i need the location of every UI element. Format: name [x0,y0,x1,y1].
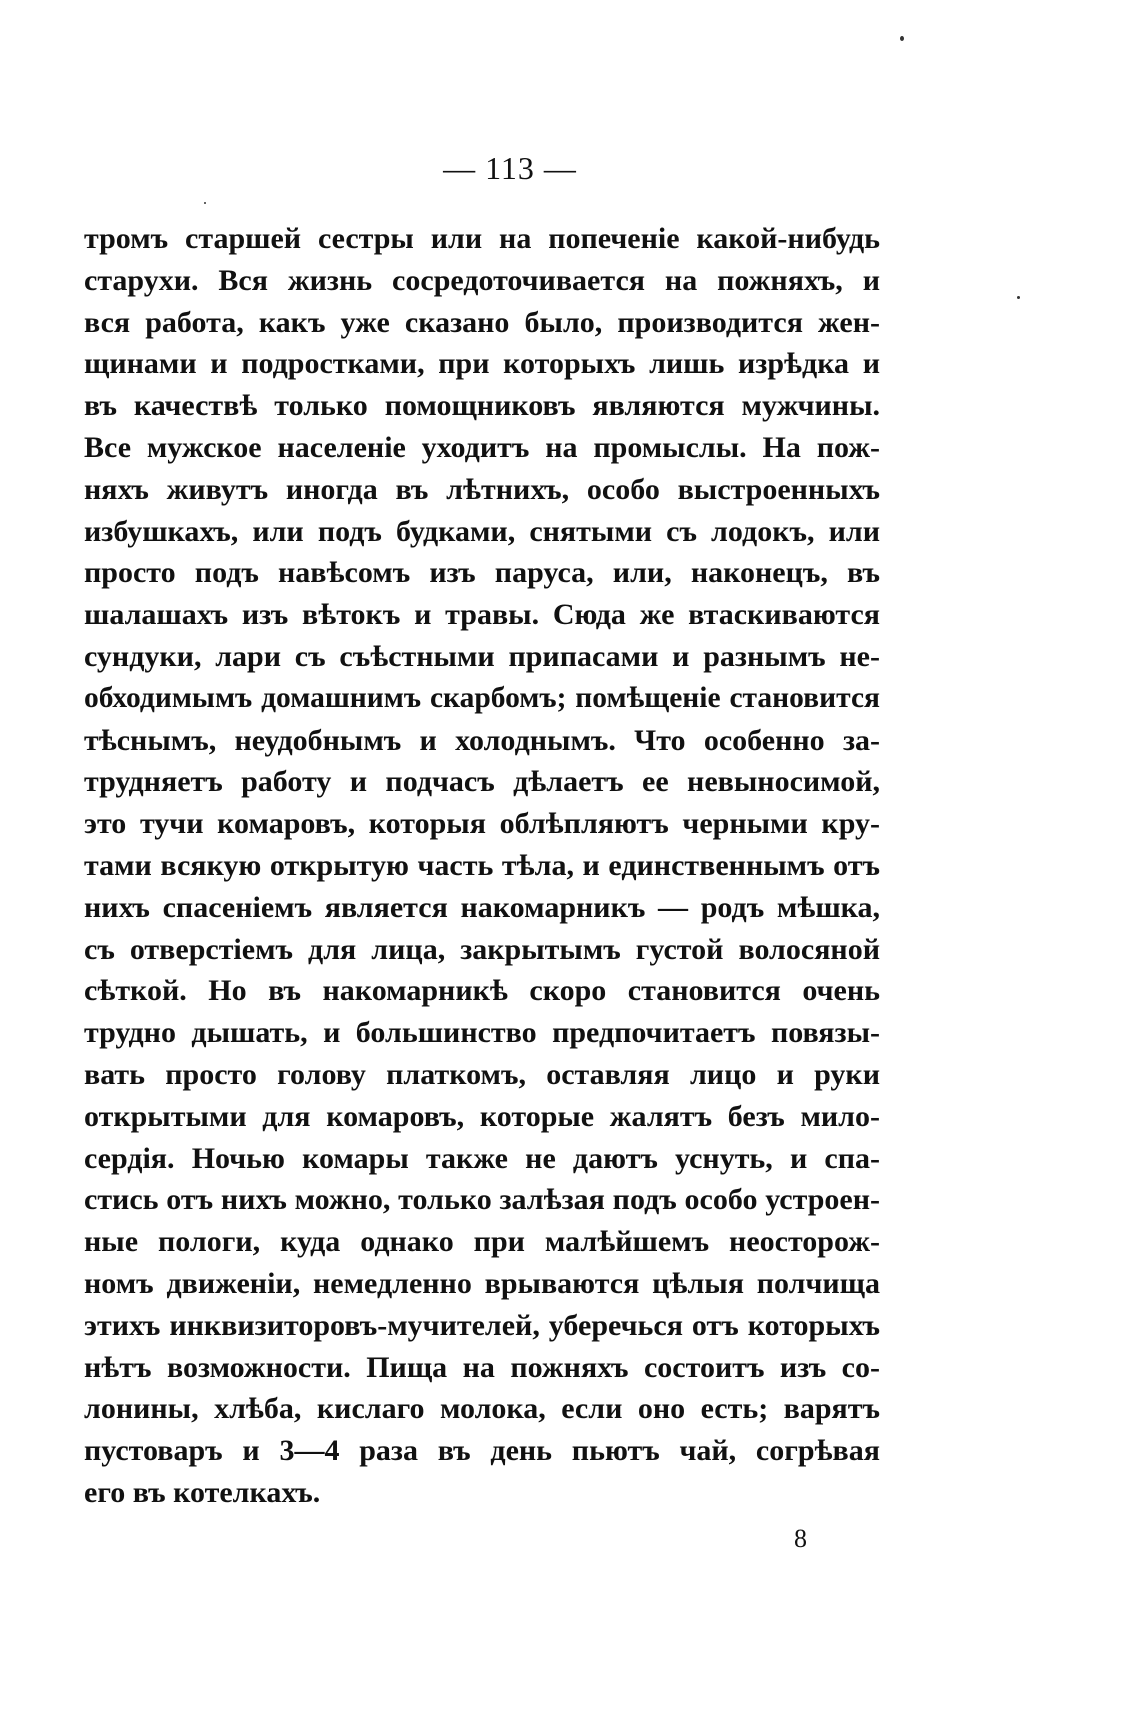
text-line: щинами и подростками, при которыхъ лишь изрѣдка и [84,347,880,381]
text-line: сѣткой. Но въ накомарникѣ скоро становится очень [84,974,880,1008]
text-line: съ отверстіемъ для лица, закрытымъ густой волосяной [84,932,880,966]
text-line: нѣтъ возможности. Пища на пожняхъ состоитъ изъ со- [84,1350,880,1384]
text-line: номъ движеніи, немедленно врываются цѣлыя полчища [84,1266,880,1300]
text-line: шалашахъ изъ вѣтокъ и травы. Сюда же втаскиваются [84,598,880,632]
text-line: лонины, хлѣба, кислаго молока, если оно есть; варятъ [84,1392,880,1426]
scan-speck [204,202,206,204]
text-line: пустоваръ и 3—4 раза въ день пьютъ чай, согрѣвая [84,1434,880,1468]
text-line: избушкахъ, или подъ будками, снятыми съ лодокъ, или [84,514,880,548]
text-line: трудно дышать, и большинство предпочитаетъ повязы- [84,1016,880,1050]
text-line: вся работа, какъ уже сказано было, производится жен- [84,305,880,339]
text-line: это тучи комаровъ, которыя облѣпляютъ черными кру- [84,807,880,841]
text-line: Все мужское населеніе уходитъ на промыслы. На пож- [84,430,880,464]
text-line: въ качествѣ только помощниковъ являются мужчины. [84,389,880,423]
text-line: его въ котелкахъ. [84,1475,321,1509]
text-line: этихъ инквизиторовъ-мучителей, уберечься отъ которыхъ [84,1308,880,1342]
scan-speck [1017,296,1020,299]
text-line: ные пологи, куда однако при малѣйшемъ неосторож- [84,1225,880,1259]
signature-mark: 8 [794,1524,807,1553]
text-line: просто подъ навѣсомъ изъ паруса, или, наконецъ, въ [84,556,880,590]
text-line: нихъ спасеніемъ является накомарникъ — родъ мѣшка, [84,890,880,924]
text-line: старухи. Вся жизнь сосредоточивается на пожняхъ, и [84,263,880,297]
text-line: трудняетъ работу и подчасъ дѣлаетъ ее невыносимой, [84,765,880,799]
body-text [84,218,880,1514]
text-line: тѣснымъ, неудобнымъ и холоднымъ. Что особенно за- [84,723,880,757]
text-line: сундуки, лари съ съѣстными припасами и разнымъ не- [84,639,880,673]
text-line: тами всякую открытую часть тѣла, и единственнымъ отъ [84,848,880,882]
text-line: тромъ старшей сестры или на попеченіе какой-нибудь [84,222,880,255]
text-line: стись отъ нихъ можно, только залѣзая подъ особо устроен- [84,1183,880,1217]
text-line: вать просто голову платкомъ, оставляя лицо и руки [84,1057,880,1091]
text-line: обходимымъ домашнимъ скарбомъ; помѣщеніе становится [84,681,880,714]
text-line: сердія. Ночью комары также не даютъ уснуть, и спа- [84,1141,880,1175]
text-line: открытыми для комаровъ, которые жалятъ безъ мило- [84,1099,880,1133]
scan-speck [900,36,904,41]
text-line: няхъ живутъ иногда въ лѣтнихъ, особо выстроенныхъ [84,472,880,506]
page-number: — 113 — [443,150,577,186]
